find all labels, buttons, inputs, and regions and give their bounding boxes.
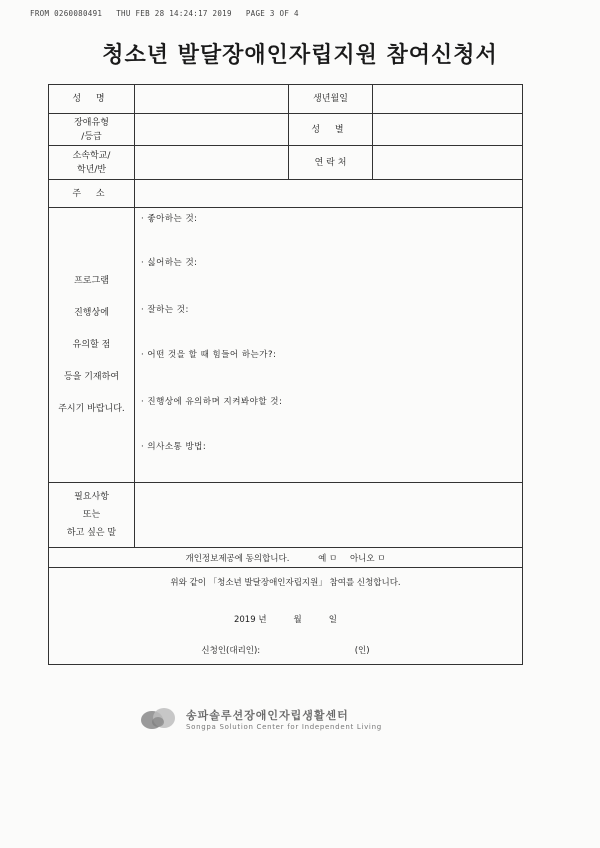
gender-field[interactable]: [373, 114, 523, 146]
address-label: 주 소: [49, 180, 135, 208]
name-label: 성 명: [49, 85, 135, 114]
fax-page: PAGE 3 OF 4: [245, 9, 299, 18]
fax-from: FROM 0260080491: [30, 9, 103, 18]
gender-label: 성 별: [289, 114, 373, 146]
needs-field[interactable]: [135, 483, 523, 548]
contact-field[interactable]: [373, 146, 523, 180]
row-program-notes: [49, 208, 523, 483]
row-declaration: [49, 568, 523, 665]
disability-type-field[interactable]: [135, 114, 289, 146]
school-label: 소속학교/ 학년/반: [49, 146, 135, 180]
prompt-communication: · 의사소통 방법:: [141, 442, 207, 452]
contact-label: 연 락 처: [289, 146, 373, 180]
row-school: [49, 146, 523, 180]
consent-yes-checkbox[interactable]: 예 ㅁ: [318, 553, 338, 564]
fax-header: [30, 9, 313, 18]
fax-timestamp: THU FEB 28 14:24:17 2019: [116, 9, 232, 18]
address-field[interactable]: [135, 180, 523, 208]
prompt-difficulties: · 어떤 것을 할 때 힘들어 하는가?:: [141, 350, 277, 360]
prompt-dislikes: · 싫어하는 것:: [141, 258, 198, 268]
prompt-cautions: · 진행상에 유의하며 지켜봐야할 것:: [141, 397, 283, 407]
needs-label: 필요사항 또는 하고 싶은 말: [49, 483, 135, 548]
row-disability: [49, 114, 523, 146]
disability-type-label: 장애유형 /등급: [49, 114, 135, 146]
school-field[interactable]: [135, 146, 289, 180]
row-consent: [49, 548, 523, 568]
birthdate-label: 생년월일: [289, 85, 373, 114]
consent-no-checkbox[interactable]: 아니오 ㅁ: [349, 553, 386, 564]
program-notes-label: 프로그램 진행상에 유의할 점 등을 기재하여 주시기 바랍니다.: [49, 208, 135, 483]
program-notes-field[interactable]: [135, 208, 523, 483]
row-needs: [49, 483, 523, 548]
declaration-date: 2019 년 월 일: [233, 615, 337, 625]
declaration-statement: 위와 같이 「청소년 발달장애인자립지원」 참여를 신청합니다.: [170, 578, 401, 588]
row-address: [49, 180, 523, 208]
name-field[interactable]: [135, 85, 289, 114]
organization-name-en: Songpa Solution Center for Independent Living: [186, 723, 382, 731]
declaration-cell: [49, 568, 523, 665]
birthdate-field[interactable]: [373, 85, 523, 114]
applicant-signature[interactable]: 신청인(대리인): (인): [201, 646, 370, 656]
row-name: [49, 85, 523, 114]
prompt-likes: · 좋아하는 것:: [141, 214, 198, 224]
consent-cell: [49, 548, 523, 568]
organization-name: 송파솔루션장애인자립생활센터: [186, 709, 349, 722]
consent-text: 개인정보제공에 동의합니다.: [185, 553, 290, 564]
organization-logo-icon: [138, 704, 178, 734]
application-form: [48, 84, 523, 665]
prompt-strengths: · 잘하는 것:: [141, 305, 189, 315]
form-title: 청소년 발달장애인자립지원 참여신청서: [102, 43, 498, 68]
